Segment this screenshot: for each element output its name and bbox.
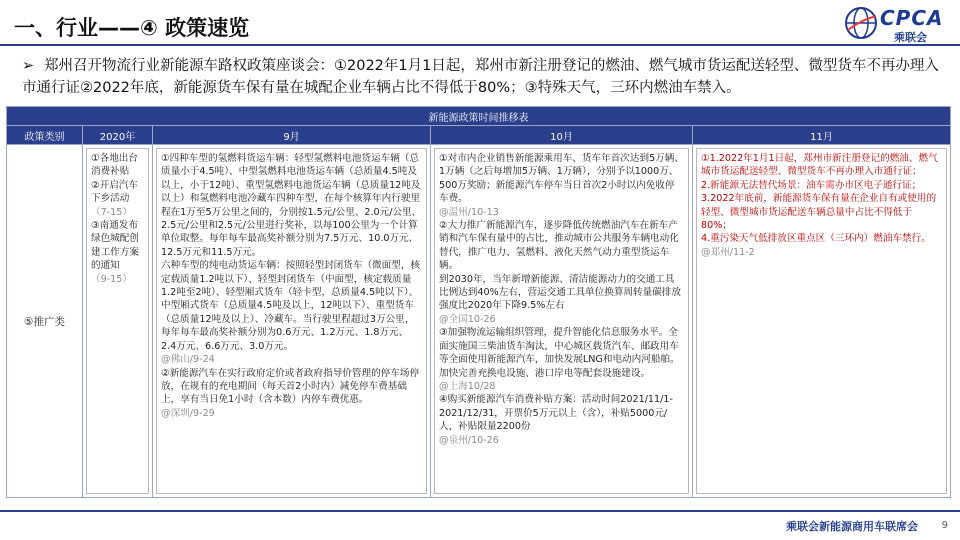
header-category: 政策类别 <box>7 126 83 145</box>
source-tag: @上海10/28 <box>439 380 496 392</box>
cell-nov-wrap <box>693 145 951 498</box>
source-tag: @深圳/9-29 <box>161 407 215 419</box>
policy-item: ③加强物流运输组织管理，提升智能化信息服务水平。全面实施国三柴油货车淘汰，中心城区载货汽车、邮政用车等全面使用新能源汽车，加快发展LNG和电动内河船舶。加快完善充换电设施、港口岸电等配套设施建设。 <box>439 327 680 379</box>
policy-item: ③南通发布绿色城配创建工作方案的通知 <box>91 220 139 272</box>
cell-sep-wrap <box>153 145 431 498</box>
policy-item: 3.2022年底前，新能源货车保有量在企业自有或使用的轻型、微型城市货运配送车辆总量中占比不得低于80%； <box>701 193 937 232</box>
footer-org: 乘联会新能源商用车联席会 <box>786 520 918 533</box>
cpca-logo <box>842 4 952 42</box>
source-tag: @郑州/11-2 <box>701 246 755 258</box>
policy-timeline-table <box>6 106 951 498</box>
policy-item: ①对市内企业销售新能源乘用车、货车年首次达到5万辆、1万辆（之后每增加5万辆、1万辆），分别予以1000万、500万奖励；新能源汽车停车当日首次2小时以内免收停车费。 <box>439 153 684 205</box>
policy-item: ①1.2022年1月1日起，郑州市新注册登记的燃油、燃气城市货运配送轻型、微型货车不再办理入市通行证； <box>701 153 938 178</box>
cell-november <box>696 148 947 494</box>
cell-oct-wrap <box>431 145 693 498</box>
policy-item: 4.重污染天气低排放区重点区（三环内）燃油车禁行。 <box>701 233 931 245</box>
bullet-arrow-icon: ➢ <box>22 58 35 74</box>
policy-item: ②大力推广新能源汽车，逐步降低传统燃油汽车在新车产销和汽车保有量中的占比，推动城市公共服务车辆电动化替代，推广电力、氢燃料、液化天然气动力重型货运车辆。 <box>439 220 679 272</box>
policy-item: 到2030年，当年新增新能源、清洁能源动力的交通工具比例达到40%左右，营运交通工具单位换算周转量碳排放强度比2020年下降9.5%左右 <box>439 273 681 312</box>
footer-divider <box>0 510 960 512</box>
policy-item: ①四种车型的氢燃料货运车辆：轻型氢燃料电池货运车辆（总质量小于4.5吨）、中型氢燃料电池货运车辆（总质量4.5吨及以上，小于12吨）、重型氢燃料电池货运车辆（总质量12吨及以上）和氢燃料电池冷藏车四种车型，在每个核算年内行驶里程在1万至5万公里之间的，分别按1.5元/公里、2.0元/公里、2.5元/公里和2.5元/公里进行奖补，以每100公里为一个计算单位取整。每年每车最高奖补额分别为7.5万元、10.0万元、12.5万元和11.5万元。 <box>161 153 422 258</box>
source-tag: @温州/10-13 <box>439 206 499 218</box>
globe-logo-icon <box>844 6 878 40</box>
page-title: 一、行业——④ 政策速览 <box>14 16 250 40</box>
header-september: 9月 <box>153 126 431 145</box>
policy-item: ④购买新能源汽车消费补贴方案：活动时间2021/11/1-2021/12/31，开票价5万元以上（含），补贴5000元/人，补贴限量2200份 <box>439 394 673 433</box>
header-november: 11月 <box>693 126 951 145</box>
policy-item: ①各地出台消费补贴 <box>91 153 138 178</box>
source-tag: @泉州/10-26 <box>439 434 499 446</box>
source-tag: @全国10-26 <box>439 313 496 325</box>
cell-september <box>156 148 427 494</box>
policy-item: ②开启汽车下乡活动 <box>91 179 138 205</box>
cell-2020-wrap <box>83 145 153 498</box>
policy-item: 六种车型的纯电动货运车辆：按照轻型封闭货车（微面型，核定载质量1.2吨以下）、轻型封闭货车（中面型，核定载质量1.2吨至2吨）、轻型厢式货车（轻卡型，总质量4.5吨以下）、中型厢式货车（总质量4.5吨及以上，12吨以下）、重型货车（总质量12吨及以上）、冷藏车。当行驶里程超过3万公里，每年每车最高奖补额分别为0.6万元、1.2万元、1.8万元、2.4万元、6.6万元、3.0万元。 <box>161 260 421 352</box>
header-october: 10月 <box>431 126 693 145</box>
lead-paragraph <box>22 55 942 99</box>
title-divider <box>0 44 960 46</box>
policy-item: ②新能源汽车在实行政府定价或者政府指导价管理的停车场停放，在规有的充电期间（每天首2小时内）减免停车费基础上，享有当日免1小时（含本数）内停车费优惠。 <box>161 367 420 406</box>
header-2020: 2020年 <box>83 126 153 145</box>
lead-text: 郑州召开物流行业新能源车路权政策座谈会：①2022年1月1日起，郑州市新注册登记的燃油、燃气城市货运配送轻型、微型货车不再办理入市通行证②2022年底，新能源货车保有量在城配企业车辆占比不得低于80%；③特殊天气，三环内燃油车禁入。 <box>22 58 939 96</box>
source-tag: （9-15） <box>91 273 132 285</box>
page-number: 9 <box>941 520 948 531</box>
source-tag: （7-15） <box>91 206 132 218</box>
category-cell: ⑤推广类 <box>7 145 83 498</box>
cell-october <box>434 148 689 494</box>
source-tag: @佛山/9-24 <box>161 354 215 366</box>
table-caption: 新能源政策时间推移表 <box>7 107 951 126</box>
cell-2020 <box>86 148 149 494</box>
logo-cn-text: 乘联会 <box>894 31 927 44</box>
policy-item: 2.新能源无法替代场景：油车需办市区电子通行证； <box>701 179 922 191</box>
logo-text: CPCA <box>880 6 944 30</box>
